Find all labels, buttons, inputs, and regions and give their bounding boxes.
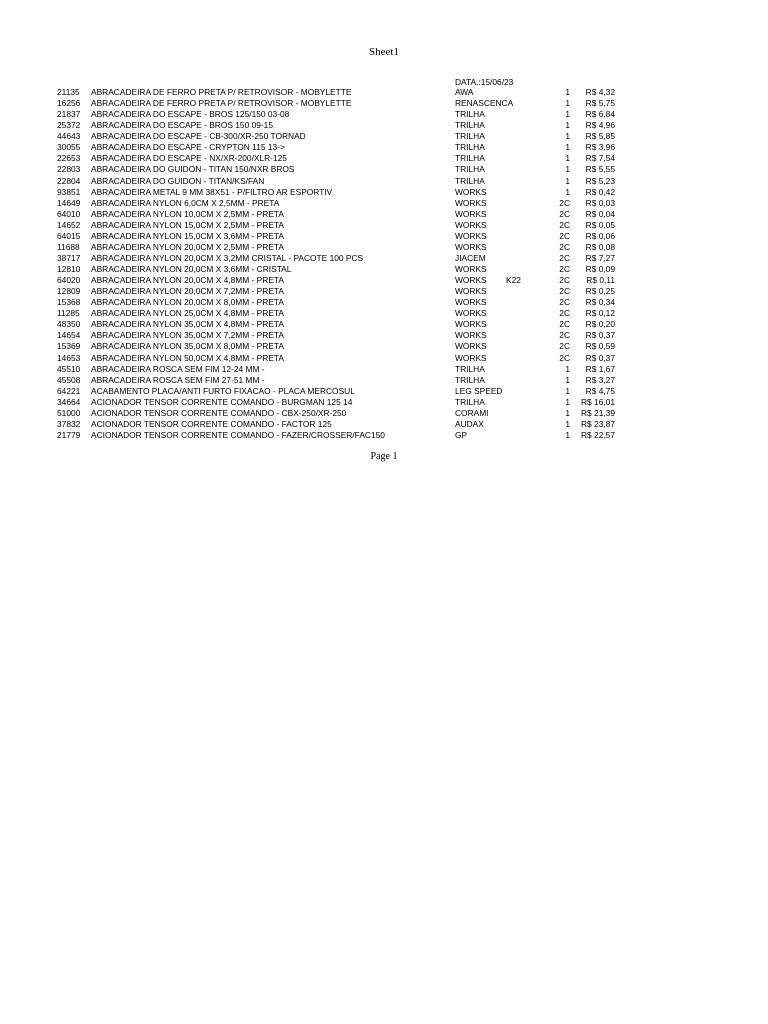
table-row [0, 286, 768, 297]
item-price: R$ 0,34 [585, 297, 615, 308]
table-row [0, 297, 768, 308]
item-quantity: 1 [565, 396, 570, 407]
item-code: 14652 [57, 219, 81, 230]
table-row [0, 430, 768, 441]
item-price: R$ 22,57 [581, 429, 615, 440]
item-code: 44643 [57, 131, 81, 142]
item-price: R$ 0,08 [585, 241, 615, 252]
item-brand: WORKS [455, 275, 487, 286]
item-code: 14653 [57, 352, 81, 363]
item-price: R$ 0,20 [585, 319, 615, 330]
item-brand: AWA [455, 87, 474, 97]
item-description: ABRACADEIRA NYLON 35,0CM X 4,8MM - PRETA [91, 319, 284, 330]
item-brand: AUDAX [455, 418, 484, 429]
item-description: ABRACADEIRA NYLON 50,0CM X 4,8MM - PRETA [91, 352, 284, 363]
item-description: ABRACADEIRA NYLON 20,0CM X 8,0MM - PRETA [91, 297, 284, 308]
item-brand: GP [455, 429, 468, 440]
item-brand: WORKS [455, 241, 487, 252]
item-code: 14649 [57, 197, 81, 208]
item-description: ABRACADEIRA NYLON 20,0CM X 3,6MM - CRISTAL [91, 264, 292, 274]
item-description: ABRACADEIRA ROSCA SEM FIM 12-24 MM - [91, 363, 265, 374]
item-description: ABRACADEIRA DO GUIDON - TITAN 150/NXR BROS [91, 164, 295, 175]
item-price: R$ 0,25 [585, 286, 615, 297]
item-code: 38717 [57, 252, 81, 263]
table-row [0, 198, 768, 209]
item-price: R$ 0,09 [585, 264, 615, 274]
item-quantity: 1 [565, 363, 570, 374]
table-row [0, 386, 768, 397]
table-row [0, 375, 768, 386]
item-code: 21779 [57, 429, 81, 440]
item-quantity: 2C [559, 197, 570, 208]
item-code: 14654 [57, 330, 81, 341]
table-row [0, 87, 768, 98]
item-price: R$ 6,84 [585, 109, 615, 120]
item-price: R$ 0,11 [586, 275, 615, 286]
item-quantity: 2C [559, 264, 570, 274]
item-code: 64015 [57, 230, 81, 241]
item-brand: TRILHA [455, 120, 485, 131]
item-quantity: 2C [559, 286, 570, 297]
item-price: R$ 7,27 [585, 252, 615, 263]
item-quantity: 1 [565, 131, 570, 142]
item-brand: TRILHA [455, 363, 485, 374]
item-price: R$ 5,23 [585, 175, 615, 186]
item-quantity: 2C [559, 341, 570, 352]
item-price: R$ 0,06 [585, 230, 615, 241]
item-code: 64020 [57, 275, 81, 286]
item-brand: WORKS [455, 352, 487, 363]
item-brand: WORKS [455, 264, 487, 274]
table-row [0, 209, 768, 220]
table-row [0, 397, 768, 408]
item-code: 45508 [57, 374, 81, 385]
table-row [0, 275, 768, 286]
item-description: ABRACADEIRA NYLON 35,0CM X 7,2MM - PRETA [91, 330, 284, 341]
item-price: R$ 4,32 [585, 87, 615, 97]
item-brand: TRILHA [455, 131, 485, 142]
item-price: R$ 3,96 [585, 142, 615, 153]
page-footer: Page 1 [370, 451, 398, 462]
item-quantity: 2C [559, 352, 570, 363]
item-quantity: 1 [565, 429, 570, 440]
item-code: 64221 [57, 385, 81, 396]
item-description: ABRACADEIRA NYLON 20,0CM X 3,2MM CRISTAL - PACOTE 100 PCS [91, 252, 364, 263]
item-description: ABRACADEIRA DO ESCAPE - CB-300/XR-250 TORNAD [91, 131, 306, 142]
item-quantity: 2C [559, 208, 570, 219]
item-code: 12810 [57, 264, 81, 274]
date-label: DATA.:15/06/23 [455, 77, 514, 87]
item-brand: WORKS [455, 319, 487, 330]
item-description: ABRACADEIRA DO ESCAPE - NX/XR-200/XLR-125 [91, 153, 287, 164]
product-table [0, 87, 768, 441]
table-row [0, 308, 768, 319]
item-price: R$ 5,75 [585, 98, 615, 109]
table-row [0, 164, 768, 175]
item-price: R$ 21,39 [581, 407, 615, 418]
item-brand: WORKS [455, 297, 487, 308]
item-price: R$ 23,87 [581, 418, 615, 429]
item-price: R$ 7,54 [585, 153, 615, 164]
item-code: 51000 [57, 407, 81, 418]
item-quantity: 1 [565, 87, 570, 97]
item-brand: LEG SPEED [455, 385, 503, 396]
item-price: R$ 0,03 [585, 197, 615, 208]
item-extra-code: K22 [506, 275, 521, 286]
item-brand: RENASCENCA [455, 98, 514, 109]
item-code: 22803 [57, 164, 81, 175]
table-row [0, 220, 768, 231]
item-description: ABRACADEIRA NYLON 20,0CM X 7,2MM - PRETA [91, 286, 284, 297]
table-row [0, 142, 768, 153]
table-row [0, 319, 768, 330]
item-code: 45510 [57, 363, 81, 374]
item-code: 15368 [57, 297, 81, 308]
item-description: ABRACADEIRA DE FERRO PRETA P/ RETROVISOR - MOBYLETTE [91, 87, 352, 97]
item-code: 11285 [57, 308, 80, 319]
item-brand: WORKS [455, 197, 487, 208]
item-brand: WORKS [455, 341, 487, 352]
table-row [0, 98, 768, 109]
item-brand: TRILHA [455, 164, 485, 175]
item-brand: WORKS [455, 186, 487, 197]
item-code: 25372 [57, 120, 81, 131]
item-quantity: 2C [559, 319, 570, 330]
table-row [0, 187, 768, 198]
item-code: 30055 [57, 142, 81, 153]
table-row [0, 364, 768, 375]
item-brand: TRILHA [455, 175, 485, 186]
table-row [0, 341, 768, 352]
item-description: ABRACADEIRA DO GUIDON - TITAN/KS/FAN [91, 175, 265, 186]
item-quantity: 1 [565, 109, 570, 120]
item-description: ACIONADOR TENSOR CORRENTE COMANDO - FACTOR 125 [91, 418, 332, 429]
item-description: ACIONADOR TENSOR CORRENTE COMANDO - FAZER/CROSSER/FAC150 [91, 429, 385, 440]
item-price: R$ 0,04 [585, 208, 615, 219]
item-quantity: 2C [559, 219, 570, 230]
item-description: ABRACADEIRA NYLON 35,0CM X 8,0MM - PRETA [91, 341, 284, 352]
item-code: 22653 [57, 153, 81, 164]
item-quantity: 1 [565, 374, 570, 385]
item-description: ACIONADOR TENSOR CORRENTE COMANDO - CBX-250/XR-250 [91, 407, 347, 418]
item-description: ABRACADEIRA DO ESCAPE - BROS 150 09-15 [91, 120, 273, 131]
item-quantity: 2C [559, 230, 570, 241]
item-quantity: 1 [565, 385, 570, 396]
item-brand: WORKS [455, 308, 487, 319]
item-quantity: 1 [565, 164, 570, 175]
item-quantity: 2C [559, 330, 570, 341]
item-code: 48350 [57, 319, 81, 330]
table-row [0, 176, 768, 187]
item-code: 64010 [57, 208, 81, 219]
item-price: R$ 16,01 [581, 396, 615, 407]
item-description: ABRACADEIRA NYLON 6,0CM X 2,5MM - PRETA [91, 197, 280, 208]
item-brand: JIACEM [455, 252, 486, 263]
item-description: ABRACADEIRA DO ESCAPE - BROS 125/150 03-08 [91, 109, 290, 120]
table-row [0, 419, 768, 430]
table-row [0, 253, 768, 264]
item-quantity: 2C [559, 297, 570, 308]
table-row [0, 153, 768, 164]
item-price: R$ 5,55 [585, 164, 615, 175]
item-code: 16256 [57, 98, 81, 109]
item-quantity: 2C [559, 275, 570, 286]
item-description: ABRACADEIRA METAL 9 MM 38X51 - P/FILTRO AR ESPORTIV [91, 186, 333, 197]
item-description: ABRACADEIRA NYLON 20,0CM X 2,5MM - PRETA [91, 241, 284, 252]
table-row [0, 408, 768, 419]
item-description: ABRACADEIRA DE FERRO PRETA P/ RETROVISOR - MOBYLETTE [91, 98, 352, 109]
item-brand: TRILHA [455, 109, 485, 120]
item-brand: TRILHA [455, 374, 485, 385]
item-price: R$ 0,37 [585, 330, 615, 341]
item-description: ABRACADEIRA NYLON 25,0CM X 4,8MM - PRETA [91, 308, 284, 319]
item-brand: WORKS [455, 230, 487, 241]
item-brand: TRILHA [455, 153, 485, 164]
item-description: ABRACADEIRA NYLON 10,0CM X 2,5MM - PRETA [91, 208, 284, 219]
item-brand: WORKS [455, 330, 487, 341]
item-price: R$ 0,12 [585, 308, 615, 319]
table-row [0, 231, 768, 242]
item-quantity: 1 [565, 120, 570, 131]
item-description: ACIONADOR TENSOR CORRENTE COMANDO - BURGMAN 125 14 [91, 396, 353, 407]
table-row [0, 131, 768, 142]
item-brand: WORKS [455, 208, 487, 219]
item-brand: WORKS [455, 286, 487, 297]
item-code: 21837 [57, 109, 81, 120]
item-quantity: 1 [565, 98, 570, 109]
item-price: R$ 0,42 [585, 186, 615, 197]
table-row [0, 109, 768, 120]
item-description: ABRACADEIRA DO ESCAPE - CRYPTON 115 13-> [91, 142, 285, 153]
item-price: R$ 5,85 [585, 131, 615, 142]
item-quantity: 1 [565, 407, 570, 418]
item-brand: TRILHA [455, 142, 485, 153]
item-code: 22804 [57, 175, 81, 186]
table-row [0, 353, 768, 364]
item-code: 93851 [57, 186, 81, 197]
item-brand: CORAMI [455, 407, 489, 418]
item-quantity: 1 [565, 153, 570, 164]
table-row [0, 264, 768, 275]
item-code: 21135 [57, 87, 80, 97]
item-brand: WORKS [455, 219, 487, 230]
item-quantity: 1 [565, 418, 570, 429]
table-row [0, 330, 768, 341]
item-quantity: 2C [559, 241, 570, 252]
item-description: ABRACADEIRA NYLON 20,0CM X 4,8MM - PRETA [91, 275, 284, 286]
item-code: 34664 [57, 396, 81, 407]
item-price: R$ 4,96 [585, 120, 615, 131]
item-quantity: 1 [565, 175, 570, 186]
table-row [0, 242, 768, 253]
item-description: ABRACADEIRA NYLON 15,0CM X 3,6MM - PRETA [91, 230, 284, 241]
item-price: R$ 0,05 [585, 219, 615, 230]
item-code: 12809 [57, 286, 81, 297]
item-price: R$ 0,37 [585, 352, 615, 363]
item-price: R$ 1,67 [585, 363, 615, 374]
item-price: R$ 0,59 [585, 341, 615, 352]
item-price: R$ 3,27 [585, 374, 615, 385]
item-brand: TRILHA [455, 396, 485, 407]
item-description: ABRACADEIRA ROSCA SEM FIM 27-51 MM - [91, 374, 265, 385]
item-description: ACABAMENTO PLACA/ANTI FURTO FIXACAO - PLACA MERCOSUL [91, 385, 355, 396]
item-code: 15369 [57, 341, 81, 352]
item-price: R$ 4,75 [585, 385, 615, 396]
sheet-title: Sheet1 [369, 46, 399, 58]
item-quantity: 2C [559, 308, 570, 319]
item-code: 37832 [57, 418, 81, 429]
item-quantity: 1 [565, 186, 570, 197]
item-quantity: 1 [565, 142, 570, 153]
item-description: ABRACADEIRA NYLON 15,0CM X 2,5MM - PRETA [91, 219, 284, 230]
item-code: 11688 [57, 241, 80, 252]
item-quantity: 2C [559, 252, 570, 263]
table-row [0, 120, 768, 131]
